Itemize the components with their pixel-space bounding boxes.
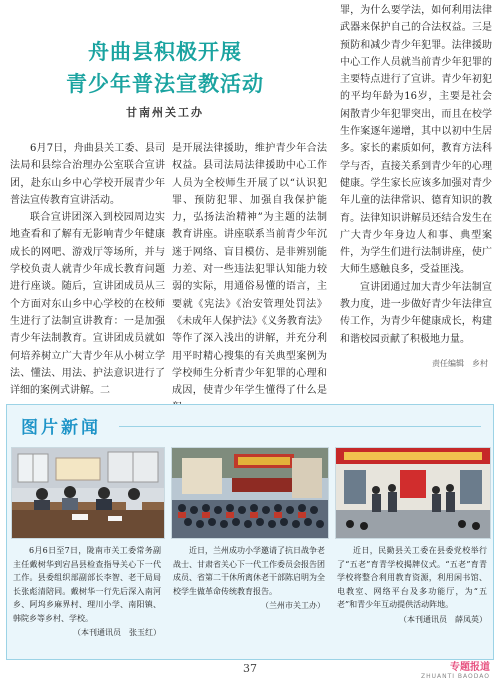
news-caption-1 (13, 544, 161, 640)
news-caption-3 (337, 544, 487, 626)
article-paragraph: 罪，为什么要学法，如何利用法律武器来保护自己的合法权益。三是预防和减少青少年犯罪。法律援助中心工作人员就当前青少年犯罪的主要特点进行了宣讲。青少年初犯的平均年龄为16岁，主要是社会闲散青少年犯罪突出，而且在校学生作案逐年递增，其中以初中生居多。家长的素质如何，教育方法科学与否，直接关系到青少年的心理健康。学生家长应该多加强对青少年儿童的法律常识、德育知识的教育。法律知识讲解员还结合发生在广大青少年身边人和事、典型案件，为学生们进行法制讲座，使广大师生感触良多，受益匪浅。 (340, 5, 492, 276)
editor-credit: 责任编辑 乡村 (432, 359, 488, 368)
section-brand-name: 专题报道 (450, 662, 490, 673)
caption-source: （本刊通讯员 张玉红） (73, 628, 161, 637)
article-paragraph: 联合宣讲团深入到校园周边实地查看和了解有无影响青少年健康成长的网吧、游戏厅等场所，并与学校负责人就青少年成长教育问题进行座谈。随后，宣讲团成员从三个方面对东山乡中心学校的在校师生进行了法制宣讲教育：一是加强青少年法制教育。宣讲团成员就如何培养树立广大青少年从小树立学法、懂法、用法、护法意识进行了详细的案例式讲解。二 (10, 212, 165, 397)
picture-news-box (6, 404, 494, 660)
news-photo-ceremony (335, 447, 491, 539)
article-column-3 (340, 2, 492, 348)
article-paragraph: 6月7日，舟曲县关工委、县司法局和县综合治理办公室联合宣讲团，赴东山乡中心学校开展青少年普法宣传教育宣讲活动。 (10, 143, 165, 206)
article-title-line2: 青少年普法宣教活动 (66, 72, 264, 96)
page-number: 37 (243, 662, 257, 675)
section-brand (421, 658, 490, 680)
news-photo-assembly (171, 447, 329, 539)
section-brand-pinyin: ZHUANTI BAODAO (420, 673, 490, 680)
caption-text: 近日，民勤县关工委在县委党校举行了“五老”育青学校揭牌仪式。“五老”育青学校将整合利用教育资源，利用闲书馆、电教室、网络平台及多功能厅，为“五老”和青少年互动提供活动阵地。 (337, 546, 487, 609)
caption-source: （兰州市关工办） (261, 601, 325, 610)
article-column-1 (10, 140, 165, 399)
news-caption-2 (173, 544, 325, 613)
article-paragraph: 宣讲团通过加大青少年法制宣教力度，进一步做好青少年法律宣传工作，为青少年健康成长，构建和谐校园贡献了积极地力量。 (340, 281, 492, 345)
caption-text: 6月6日至7日，陇南市关工委常务副主任戴树华到宕昌县检查指导关心下一代工作。县委组织部副部长李智、老干局局长张彪清陪同。戴树华一行先后深入南河乡、阿坞乡麻界村、理川小学、南阳镇、韩院乡等乡村、学校。 (13, 546, 161, 623)
picture-news-title: 图片新闻 (21, 418, 101, 438)
article-column-2 (172, 140, 327, 417)
caption-source: （本刊通讯员 薛凤英） (399, 614, 487, 624)
caption-text: 近日，兰州成功小学邀请了抗日战争老战士、甘肃省关心下一代工作委员会报告团成员、省第二干休所离休老干部陈启明为全校学生做革命传统教育报告。 (173, 546, 325, 596)
news-photo-meeting (11, 447, 165, 539)
divider (119, 426, 481, 427)
article-title-line1: 舟曲县积极开展 (88, 40, 242, 64)
article-paragraph: 是开展法律援助，维护青少年合法权益。县司法局法律援助中心工作人员为全校师生开展了以“认识犯罪、预防犯罪、加强自我保护能力，弘扬法治精神”为主题的法制教育讲座。讲座联系当前青少年沉迷于网络、盲目模仿、是非辨别能力差、对一些违法犯罪认知能力较弱的实际，用通俗易懂的语言，主要就《宪法》《治安管理处罚法》《未成年人保护法》《义务教育法》等作了深入浅出的讲解，并充分利用平时精心搜集的有关典型案例为学校师生分析青少年犯罪的心理和成因，使青少年学生懂得了什么是 (172, 143, 327, 397)
article-byline: 甘南州关工办 (126, 106, 204, 119)
